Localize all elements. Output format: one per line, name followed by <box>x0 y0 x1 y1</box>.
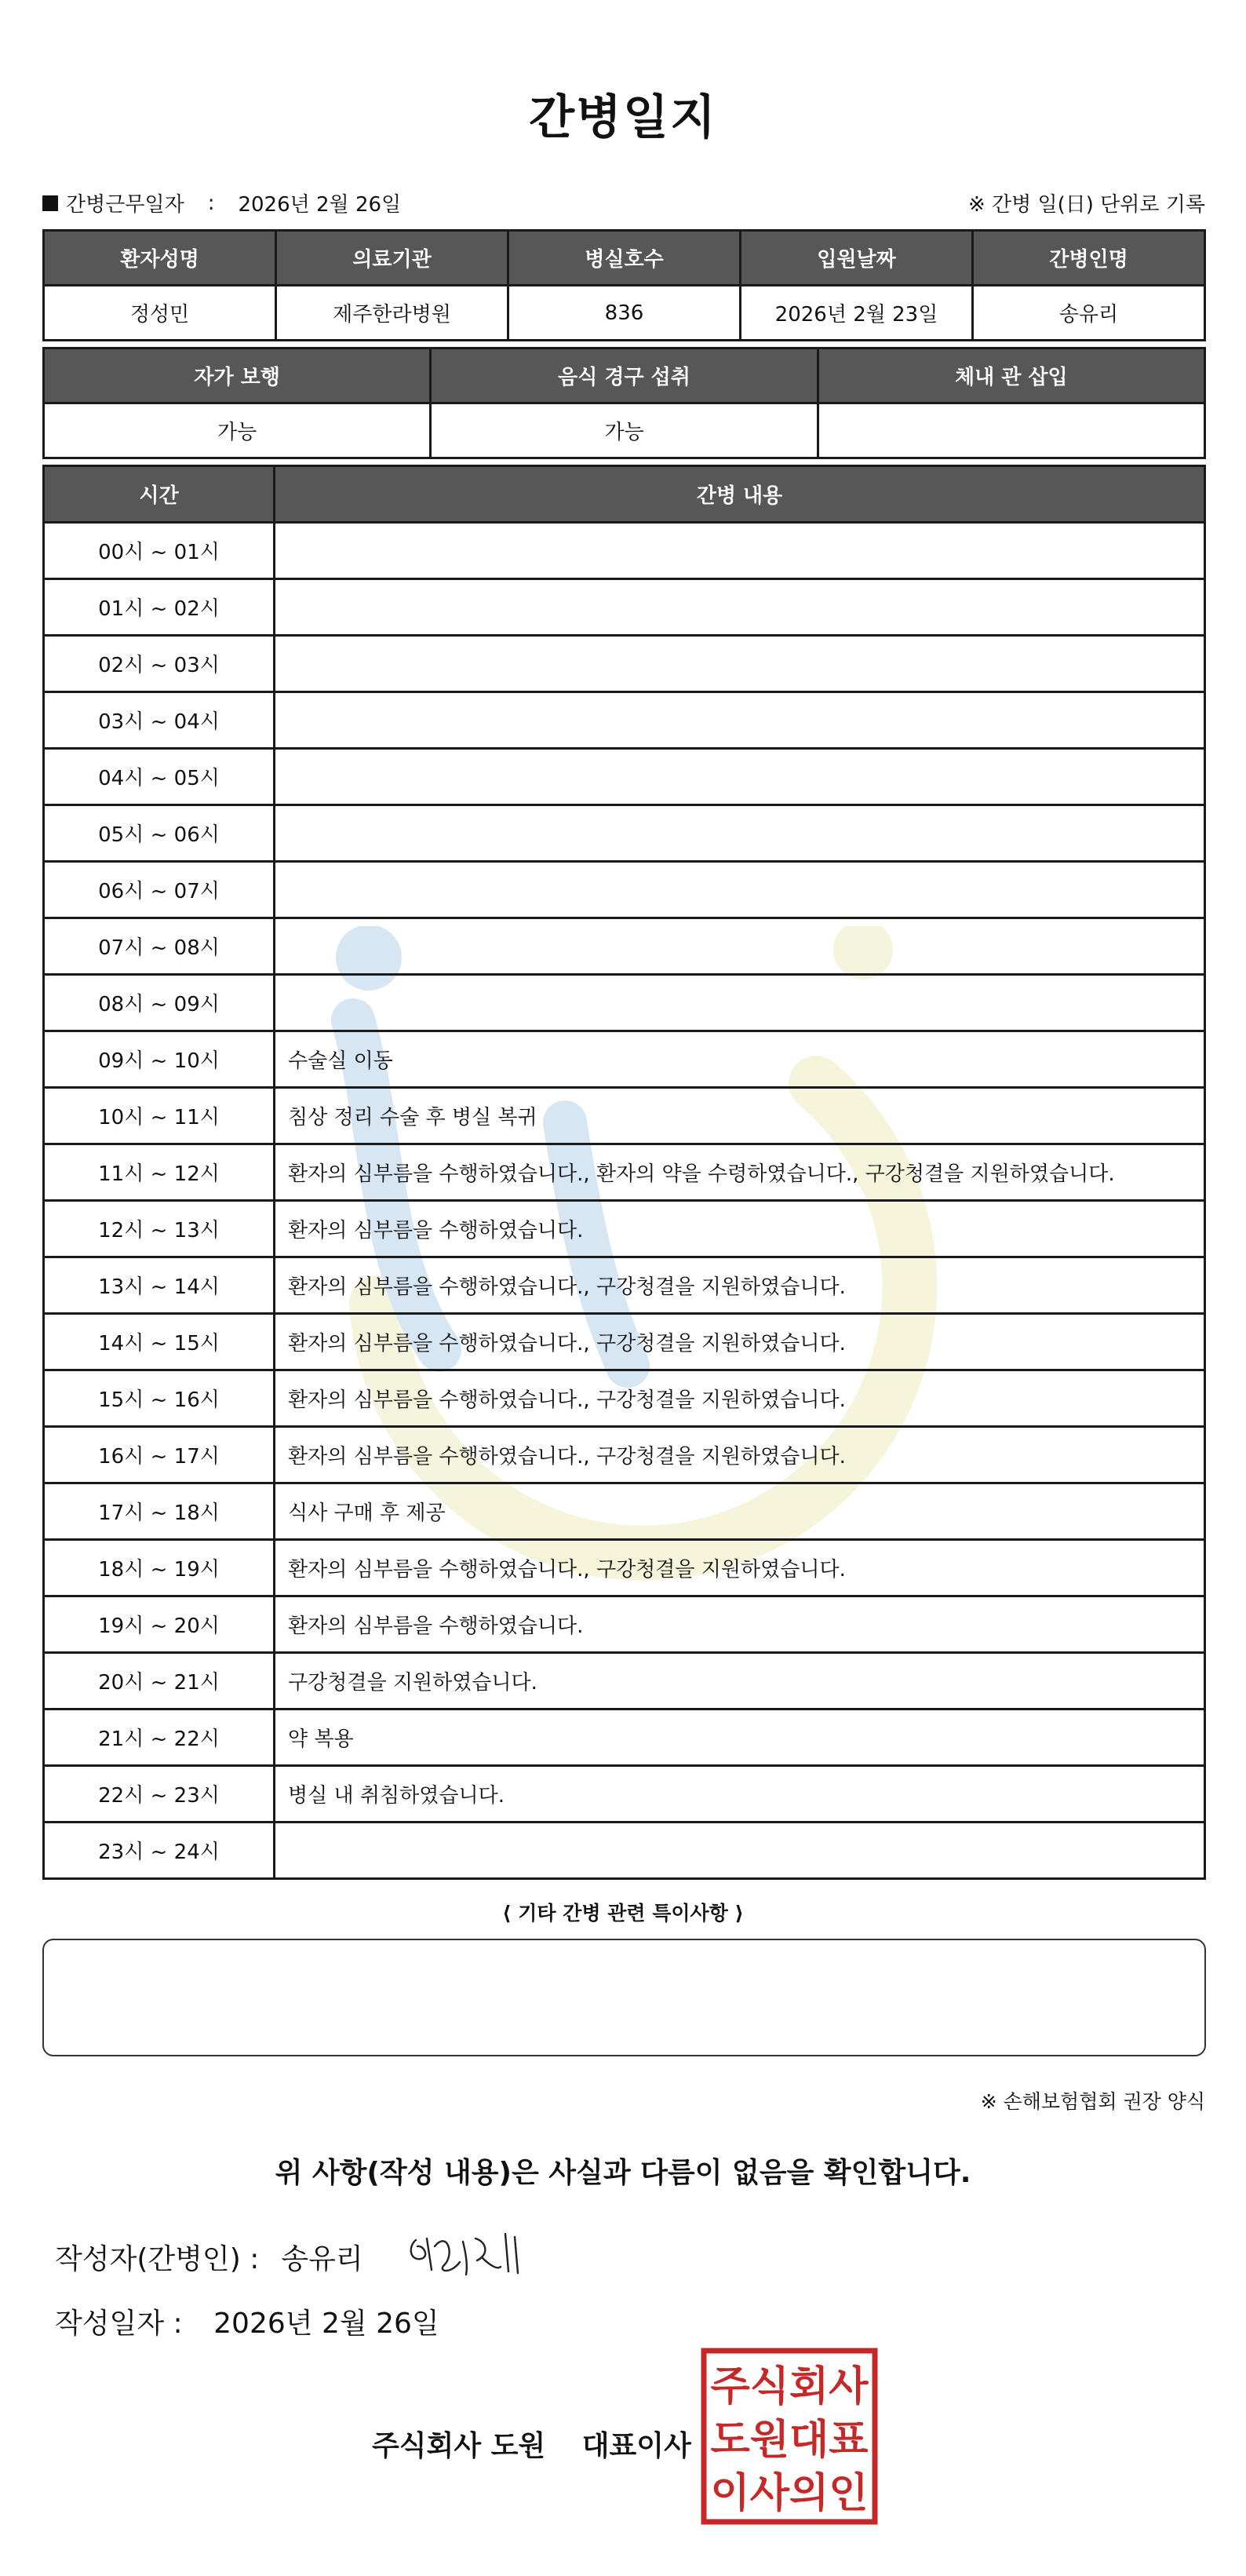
work-date-label: 간병근무일자 <box>66 193 184 217</box>
company-line <box>372 2424 691 2464</box>
ceo-title: 대표이사 <box>581 2430 691 2462</box>
log-note <box>275 523 1205 579</box>
log-time: 10시 ~ 11시 <box>44 1088 275 1144</box>
log-note: 구강청결을 지원하였습니다. <box>275 1653 1205 1709</box>
log-note: 환자의 심부름을 수행하였습니다., 환자의 약을 수령하였습니다., 구강청결을 지원하였습니다. <box>275 1144 1205 1201</box>
log-time: 06시 ~ 07시 <box>44 862 275 918</box>
table-row <box>44 1653 1205 1709</box>
log-time: 23시 ~ 24시 <box>44 1823 275 1879</box>
table-row <box>44 692 1205 749</box>
table-row <box>44 975 1205 1031</box>
log-time: 00시 ~ 01시 <box>44 523 275 579</box>
log-note <box>275 1823 1205 1879</box>
log-note <box>275 805 1205 862</box>
log-time: 18시 ~ 19시 <box>44 1540 275 1596</box>
writer-name: 송유리 <box>281 2243 363 2275</box>
log-note <box>275 862 1205 918</box>
other-notes-box <box>42 1939 1206 2056</box>
log-time: 02시 ~ 03시 <box>44 636 275 692</box>
oral-intake: 가능 <box>431 403 818 458</box>
table-row <box>44 1823 1205 1879</box>
table-row <box>44 749 1205 805</box>
table-row <box>44 1314 1205 1370</box>
log-time: 01시 ~ 02시 <box>44 579 275 636</box>
header-time: 시간 <box>44 466 275 523</box>
log-time: 21시 ~ 22시 <box>44 1709 275 1766</box>
header-admission-date: 입원날짜 <box>741 231 973 286</box>
writer-line <box>55 2237 363 2277</box>
log-note: 침상 정리 수술 후 병실 복귀 <box>275 1088 1205 1144</box>
header-self-walking: 자가 보행 <box>44 348 431 403</box>
table-row <box>44 862 1205 918</box>
table-row <box>44 523 1205 579</box>
header-care-content: 간병 내용 <box>275 466 1205 523</box>
log-note <box>275 975 1205 1031</box>
log-note: 환자의 심부름을 수행하였습니다. <box>275 1201 1205 1257</box>
square-bullet-icon <box>42 195 58 211</box>
log-time: 05시 ~ 06시 <box>44 805 275 862</box>
table-row <box>44 1766 1205 1823</box>
log-time: 14시 ~ 15시 <box>44 1314 275 1370</box>
table-row <box>44 1483 1205 1540</box>
seal-line-1: 주식회사 <box>710 2363 869 2410</box>
log-time: 03시 ~ 04시 <box>44 692 275 749</box>
log-time: 22시 ~ 23시 <box>44 1766 275 1823</box>
log-time: 13시 ~ 14시 <box>44 1257 275 1314</box>
log-note: 환자의 심부름을 수행하였습니다., 구강청결을 지원하였습니다. <box>275 1257 1205 1314</box>
log-note: 환자의 심부름을 수행하였습니다., 구강청결을 지원하였습니다. <box>275 1427 1205 1483</box>
table-row <box>44 1540 1205 1596</box>
care-log-table <box>42 465 1206 1880</box>
admission-date: 2026년 2월 23일 <box>741 286 973 341</box>
writer-label: 작성자(간병인) : <box>55 2243 260 2275</box>
write-date-value: 2026년 2월 26일 <box>213 2308 439 2340</box>
patient-name: 정성민 <box>44 286 276 341</box>
page-title: 간병일지 <box>529 90 717 145</box>
log-note: 환자의 심부름을 수행하였습니다., 구강청결을 지원하였습니다. <box>275 1540 1205 1596</box>
log-note: 약 복용 <box>275 1709 1205 1766</box>
table-row <box>44 1144 1205 1201</box>
daily-record-note: ※ 간병 일(日) 단위로 기록 <box>967 193 1205 217</box>
table-row <box>44 636 1205 692</box>
log-note <box>275 918 1205 975</box>
header-oral-intake: 음식 경구 섭취 <box>431 348 818 403</box>
header-patient-name: 환자성명 <box>44 231 276 286</box>
table-row <box>44 1427 1205 1483</box>
table-row <box>44 1031 1205 1088</box>
write-date-line <box>55 2301 439 2341</box>
log-note: 환자의 심부름을 수행하였습니다., 구강청결을 지원하였습니다. <box>275 1314 1205 1370</box>
table-row <box>44 805 1205 862</box>
table-row <box>44 579 1205 636</box>
seal-line-3: 이사의인 <box>710 2470 869 2517</box>
log-note: 환자의 심부름을 수행하였습니다. <box>275 1596 1205 1653</box>
table-row <box>44 1257 1205 1314</box>
log-note: 수술실 이동 <box>275 1031 1205 1088</box>
log-time: 04시 ~ 05시 <box>44 749 275 805</box>
log-note <box>275 579 1205 636</box>
log-note: 병실 내 취침하였습니다. <box>275 1766 1205 1823</box>
log-note <box>275 692 1205 749</box>
log-time: 09시 ~ 10시 <box>44 1031 275 1088</box>
work-date <box>42 188 401 217</box>
log-note <box>275 749 1205 805</box>
log-time: 07시 ~ 08시 <box>44 918 275 975</box>
header-tube-insertion: 체내 관 삽입 <box>818 348 1204 403</box>
work-date-value: 2026년 2월 26일 <box>238 193 402 217</box>
hospital: 제주한라병원 <box>276 286 508 341</box>
patient-info-table <box>42 229 1206 341</box>
header-hospital: 의료기관 <box>276 231 508 286</box>
signature <box>400 2223 534 2286</box>
header-room-number: 병실호수 <box>508 231 741 286</box>
company-seal <box>700 2347 879 2526</box>
log-note <box>275 636 1205 692</box>
self-walking: 가능 <box>44 403 431 458</box>
log-time: 11시 ~ 12시 <box>44 1144 275 1201</box>
tube-insertion <box>818 403 1204 458</box>
log-time: 19시 ~ 20시 <box>44 1596 275 1653</box>
caregiver-name: 송유리 <box>973 286 1205 341</box>
table-row <box>44 918 1205 975</box>
log-time: 08시 ~ 09시 <box>44 975 275 1031</box>
log-time: 12시 ~ 13시 <box>44 1201 275 1257</box>
header-caregiver-name: 간병인명 <box>973 231 1205 286</box>
seal-line-2: 도원대표 <box>710 2417 869 2464</box>
write-date-label: 작성일자 : <box>55 2308 183 2340</box>
table-row <box>44 1596 1205 1653</box>
log-time: 16시 ~ 17시 <box>44 1427 275 1483</box>
room-number: 836 <box>508 286 741 341</box>
recommend-note: ※ 손해보험협회 권장 양식 <box>980 2090 1205 2113</box>
log-note: 식사 구매 후 제공 <box>275 1483 1205 1540</box>
confirmation-statement: 위 사항(작성 내용)은 사실과 다름이 없음을 확인합니다. <box>275 2157 971 2189</box>
patient-status-table <box>42 347 1206 459</box>
other-notes-title: ⟨ 기타 간병 관련 특이사항 ⟩ <box>502 1902 744 1925</box>
company-name: 주식회사 도원 <box>372 2430 546 2462</box>
log-time: 17시 ~ 18시 <box>44 1483 275 1540</box>
table-row <box>44 1088 1205 1144</box>
work-date-separator: : <box>207 191 215 215</box>
table-row <box>44 1370 1205 1427</box>
log-note: 환자의 심부름을 수행하였습니다., 구강청결을 지원하였습니다. <box>275 1370 1205 1427</box>
log-time: 20시 ~ 21시 <box>44 1653 275 1709</box>
table-row <box>44 1201 1205 1257</box>
log-time: 15시 ~ 16시 <box>44 1370 275 1427</box>
table-row <box>44 1709 1205 1766</box>
